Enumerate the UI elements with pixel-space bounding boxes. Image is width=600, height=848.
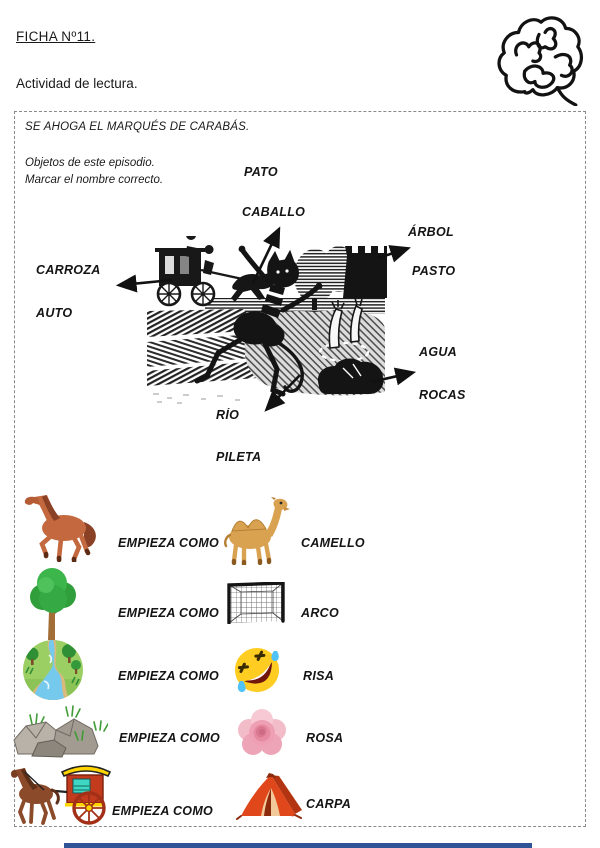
camel-icon	[216, 497, 290, 565]
rose-icon	[236, 708, 288, 758]
connector-label: EMPIEZA COMO	[119, 731, 221, 745]
option-label-rocas: ROCAS	[419, 388, 466, 402]
answer-label: ROSA	[306, 731, 344, 745]
horse-carriage-icon	[10, 760, 118, 826]
answer-label: ARCO	[301, 606, 340, 620]
rocks-icon	[12, 702, 108, 758]
laughing-emoji-icon	[230, 643, 284, 697]
option-label-rio: RÍO	[216, 408, 240, 422]
option-label-arbol: ÁRBOL	[408, 225, 454, 239]
horse-icon	[20, 490, 100, 562]
answer-label: CAMELLO	[301, 536, 365, 550]
footer-accent-bar	[64, 843, 532, 848]
soccer-goal-icon	[226, 582, 286, 624]
answer-label: RISA	[303, 669, 335, 683]
connector-label: EMPIEZA COMO	[118, 669, 220, 683]
tent-icon	[233, 770, 305, 820]
option-label-carroza: CARROZA	[36, 263, 101, 277]
instruction-line-1: Objetos de este episodio.	[25, 157, 155, 169]
page-title: FICHA Nº11.	[16, 29, 96, 44]
tree-icon	[23, 565, 81, 641]
option-label-caballo: CABALLO	[242, 205, 306, 219]
option-label-pato: PATO	[244, 165, 278, 179]
story-illustration	[147, 236, 387, 408]
brain-doodle-icon	[494, 12, 584, 106]
option-label-auto: AUTO	[36, 306, 73, 320]
answer-label: CARPA	[306, 797, 352, 811]
option-label-agua: AGUA	[419, 345, 458, 359]
activity-subtitle: Actividad de lectura.	[16, 76, 138, 91]
instruction-line-2: Marcar el nombre correcto.	[25, 174, 164, 186]
story-title: SE AHOGA EL MARQUÉS DE CARABÁS.	[25, 121, 250, 133]
option-label-pasto: PASTO	[412, 264, 456, 278]
option-label-pileta: PILETA	[216, 450, 262, 464]
connector-label: EMPIEZA COMO	[112, 804, 214, 818]
river-icon	[22, 639, 84, 701]
connector-label: EMPIEZA COMO	[118, 536, 220, 550]
connector-label: EMPIEZA COMO	[118, 606, 220, 620]
